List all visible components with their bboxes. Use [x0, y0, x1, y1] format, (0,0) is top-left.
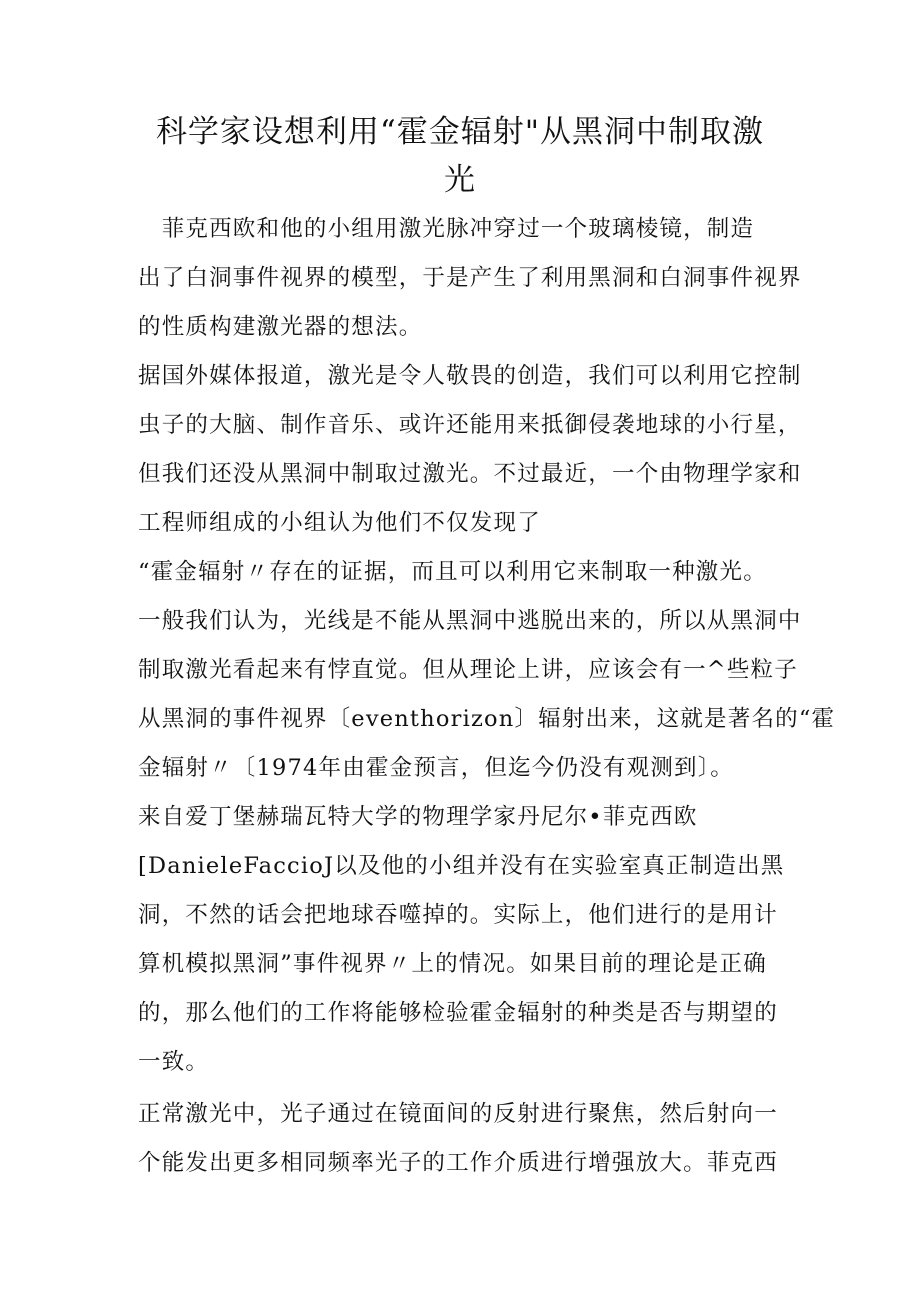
body-line: 从黑洞的事件视界〔eventhorizon〕辐射出来，这就是著名的“霍: [138, 706, 836, 732]
body-line: 洞，不然的话会把地球吞噬掉的。实际上，他们进行的是用计: [138, 902, 778, 928]
body-line: 的，那么他们的工作将能够检验霍金辐射的种类是否与期望的: [138, 1000, 778, 1026]
body-line: 个能发出更多相同频率光子的工作介质进行增强放大。菲克西: [138, 1150, 778, 1176]
body-line: 金辐射〃〔1974年由霍金预言，但迄今仍没有观测到〕。: [138, 755, 734, 781]
body-line: “霍金辐射〃存在的证据，而且可以利用它来制取一种激光。: [138, 559, 767, 585]
body-line: 一致。: [138, 1049, 210, 1075]
body-line: 据国外媒体报道，激光是令人敬畏的创造，我们可以利用它控制: [138, 363, 802, 389]
body-line: 算机模拟黑洞”事件视界〃上的情况。如果目前的理论是正确: [138, 951, 767, 977]
body-line: [DanieleFaccioJ以及他的小组并没有在实验室真正制造出黑: [138, 853, 785, 879]
body-line: 出了白洞事件视界的模型，于是产生了利用黑洞和白洞事件视界: [138, 265, 802, 291]
body-line: 菲克西欧和他的小组用激光脉冲穿过一个玻璃棱镜，制造: [138, 216, 755, 242]
body-line: 的性质构建激光器的想法。: [138, 314, 423, 340]
body-line: 一般我们认为，光线是不能从黑洞中逃脱出来的，所以从黑洞中: [138, 608, 802, 634]
body-line: 虫子的大脑、制作音乐、或许还能用来抵御侵袭地球的小行星，: [138, 412, 802, 438]
body-line: 正常激光中，光子通过在镜面间的反射进行聚焦，然后射向一: [138, 1101, 778, 1127]
body-line: 制取激光看起来有悖直觉。但从理论上讲，应该会有一^些粒子: [138, 657, 798, 683]
document-title-line-2: 光: [444, 162, 476, 198]
body-line: 工程师组成的小组认为他们不仅发现了: [138, 510, 541, 536]
body-line: 来自爱丁堡赫瑞瓦特大学的物理学家丹尼尔•菲克西欧: [138, 804, 698, 830]
body-line: 但我们还没从黑洞中制取过激光。不过最近，一个由物理学家和: [138, 461, 802, 487]
document-title-line-1: 科学家设想利用“霍金辐射"从黑洞中制取激: [155, 114, 765, 150]
